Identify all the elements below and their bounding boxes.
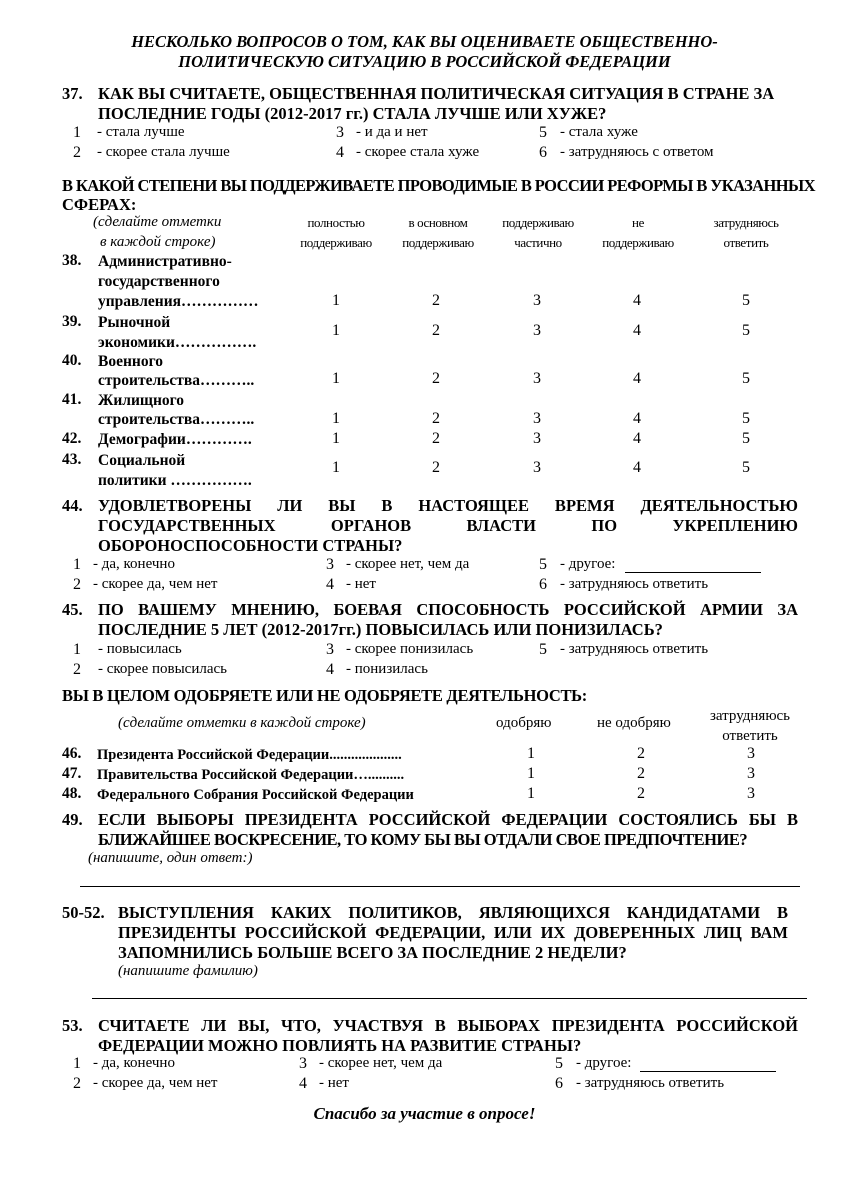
q49-text-line-1: ЕСЛИ ВЫБОРЫ ПРЕЗИДЕНТА РОССИЙСКОЙ ФЕДЕРАЦИИ СОСТОЯЛИСЬ БЫ В xyxy=(98,810,798,829)
reform-row-41-cell-1[interactable]: 1 xyxy=(332,410,340,427)
reform-row-40-cell-1[interactable]: 1 xyxy=(332,370,340,387)
reform-row-40-number: 40. xyxy=(62,352,82,369)
reform-row-43-cell-2[interactable]: 2 xyxy=(432,459,440,476)
approve-row-48-number: 48. xyxy=(62,785,82,802)
page-title xyxy=(60,32,789,72)
approve-row-47-cell-1[interactable]: 1 xyxy=(527,765,535,782)
q44-text xyxy=(98,496,798,556)
q53-option-1-number[interactable]: 1 xyxy=(73,1055,81,1072)
approve-note: (сделайте отметки в каждой строке) xyxy=(118,715,366,731)
approve-row-47-label: Правительства Российской Федерации….......... xyxy=(97,767,405,783)
reform-row-42-cell-5[interactable]: 5 xyxy=(742,430,750,447)
reform-row-42-cell-4[interactable]: 4 xyxy=(633,430,641,447)
reform-row-38-number: 38. xyxy=(62,252,82,269)
q45-text xyxy=(98,600,798,640)
q37-option-6-number[interactable]: 6 xyxy=(539,144,547,161)
q37-text-line-2: ПОСЛЕДНИЕ ГОДЫ (2012-2017 гг.) СТАЛА ЛУЧШЕ ИЛИ ХУЖЕ? xyxy=(98,104,607,123)
reforms-col-4-header-line-1: не xyxy=(632,215,644,230)
reform-row-38-cell-5[interactable]: 5 xyxy=(742,292,750,309)
reform-row-41-cell-4[interactable]: 4 xyxy=(633,410,641,427)
reforms-title-line-2: СФЕРАХ: xyxy=(62,195,137,214)
reform-row-39-number: 39. xyxy=(62,313,82,330)
q37-option-2-number[interactable]: 2 xyxy=(73,144,81,161)
reforms-note-line-1: (сделайте отметки xyxy=(93,214,222,230)
q50-52-number: 50-52. xyxy=(62,903,105,922)
reform-row-40-cell-3[interactable]: 3 xyxy=(533,370,541,387)
q45-option-2-label: - скорее повысилась xyxy=(98,661,228,677)
q53-text-line-1: СЧИТАЕТЕ ЛИ ВЫ, ЧТО, УЧАСТВУЯ В ВЫБОРАХ ПРЕЗИДЕНТА РОССИЙСКОЙ xyxy=(98,1016,798,1035)
q50-52-text xyxy=(118,903,788,963)
reform-row-38-label-line-3: управления…………… xyxy=(98,293,259,310)
approve-col-1-header: одобряю xyxy=(496,715,552,731)
q44-option-1-number[interactable]: 1 xyxy=(73,556,81,573)
q53-option-2-label: - скорее да, чем нет xyxy=(93,1075,218,1091)
q53-option-5-label: - другое: xyxy=(576,1055,632,1071)
q44-other-answer-line[interactable] xyxy=(625,572,761,573)
reforms-col-5-header-line-1: затрудняюсь xyxy=(713,215,779,230)
q45-option-4-number[interactable]: 4 xyxy=(326,661,334,678)
approve-row-46-label: Президента Российской Федерации.................... xyxy=(97,747,402,763)
approve-title: ВЫ В ЦЕЛОМ ОДОБРЯЕТЕ ИЛИ НЕ ОДОБРЯЕТЕ ДЕЯТЕЛЬНОСТЬ: xyxy=(62,686,587,705)
q49-answer-line[interactable] xyxy=(80,886,800,887)
q37-option-1-number[interactable]: 1 xyxy=(73,124,81,141)
q44-text-line-3: ОБОРОНОСПОСОБНОСТИ СТРАНЫ? xyxy=(98,536,403,555)
reforms-note-line-2: в каждой строке) xyxy=(100,234,216,250)
q53-option-2-number[interactable]: 2 xyxy=(73,1075,81,1092)
q44-option-3-label: - скорее нет, чем да xyxy=(346,556,470,572)
q50-52-text-line-2: ПРЕЗИДЕНТЫ РОССИЙСКОЙ ФЕДЕРАЦИИ, ИЛИ ИХ ДОВЕРЕННЫХ ЛИЦ ВАМ xyxy=(118,923,788,942)
reform-row-43-number: 43. xyxy=(62,451,82,468)
q53-option-3-label: - скорее нет, чем да xyxy=(319,1055,443,1071)
q53-option-4-number[interactable]: 4 xyxy=(299,1075,307,1092)
q45-option-3-number[interactable]: 3 xyxy=(326,641,334,658)
reforms-col-2-header-line-2: поддерживаю xyxy=(402,235,474,250)
reform-row-39-label-line-2: экономики……………. xyxy=(98,334,257,351)
q53-text-line-2: ФЕДЕРАЦИИ МОЖНО ПОВЛИЯТЬ НА РАЗВИТИЕ СТРАНЫ? xyxy=(98,1036,582,1055)
approve-col-3-header xyxy=(702,706,798,746)
q45-option-1-label: - повысилась xyxy=(98,641,182,657)
reform-row-42-cell-3[interactable]: 3 xyxy=(533,430,541,447)
reforms-col-3-header-line-2: частично xyxy=(514,235,562,250)
reforms-col-1-header-line-1: полностью xyxy=(307,215,365,230)
q37-option-3-number[interactable]: 3 xyxy=(336,124,344,141)
approve-row-47-number: 47. xyxy=(62,765,82,782)
reform-row-41-label-line-1: Жилищного xyxy=(98,392,185,409)
reform-row-40-label-line-1: Военного xyxy=(98,353,163,370)
q50-52-text-line-3: ЗАПОМНИЛИСЬ БОЛЬШЕ ВСЕГО ЗА ПОСЛЕДНИЕ 2 НЕДЕЛИ? xyxy=(118,943,627,962)
q37-text-line-1: КАК ВЫ СЧИТАЕТЕ, ОБЩЕСТВЕННАЯ ПОЛИТИЧЕСКАЯ СИТУАЦИЯ В СТРАНЕ ЗА xyxy=(98,84,775,103)
q37-number: 37. xyxy=(62,84,83,103)
reform-row-38-label-line-1: Административно- xyxy=(98,253,232,270)
q53-option-4-label: - нет xyxy=(319,1075,349,1091)
reforms-col-2-header-line-1: в основном xyxy=(408,215,468,230)
reforms-col-4-header-line-2: поддерживаю xyxy=(602,235,674,250)
q49-number: 49. xyxy=(62,810,83,829)
reform-row-38-cell-2[interactable]: 2 xyxy=(432,292,440,309)
q37-option-2-label: - скорее стала лучше xyxy=(97,144,230,160)
reform-row-40-cell-5[interactable]: 5 xyxy=(742,370,750,387)
q50-52-note: (напишите фамилию) xyxy=(118,963,258,979)
q37-option-6-label: - затрудняюсь с ответом xyxy=(560,144,714,160)
q44-option-5-number[interactable]: 5 xyxy=(539,556,547,573)
q44-text-line-2: ГОСУДАРСТВЕННЫХ ОРГАНОВ ВЛАСТИ ПО УКРЕПЛЕНИЮ xyxy=(98,516,798,535)
q45-text-line-2: ПОСЛЕДНИЕ 5 ЛЕТ (2012-2017гг.) ПОВЫСИЛАСЬ ИЛИ ПОНИЗИЛАСЬ? xyxy=(98,620,663,639)
reform-row-43-label-line-2: политики ……………. xyxy=(98,472,252,489)
q44-option-1-label: - да, конечно xyxy=(93,556,175,572)
reform-row-41-cell-5[interactable]: 5 xyxy=(742,410,750,427)
reform-row-41-number: 41. xyxy=(62,391,82,408)
q53-option-6-label: - затрудняюсь ответить xyxy=(576,1075,725,1091)
reform-row-42-label-line-1: Демографии…………. xyxy=(98,431,252,448)
q44-option-6-number[interactable]: 6 xyxy=(539,576,547,593)
reform-row-42-number: 42. xyxy=(62,430,82,447)
reforms-col-5-header xyxy=(700,213,792,253)
q44-option-6-label: - затрудняюсь ответить xyxy=(560,576,709,592)
q49-note: (напишите, один ответ:) xyxy=(88,850,253,866)
q44-number: 44. xyxy=(62,496,83,515)
approve-row-46-number: 46. xyxy=(62,745,82,762)
reform-row-43-cell-3[interactable]: 3 xyxy=(533,459,541,476)
reform-row-40-label-line-2: строительства……….. xyxy=(98,372,255,389)
reforms-title-line-1: В КАКОЙ СТЕПЕНИ ВЫ ПОДДЕРЖИВАЕТЕ ПРОВОДИМЫЕ В РОССИИ РЕФОРМЫ В УКАЗАННЫХ xyxy=(62,176,815,195)
reform-row-42-cell-1[interactable]: 1 xyxy=(332,430,340,447)
q44-option-4-number[interactable]: 4 xyxy=(326,576,334,593)
q53-option-5-number[interactable]: 5 xyxy=(555,1055,563,1072)
q45-option-2-number[interactable]: 2 xyxy=(73,661,81,678)
reform-row-41-cell-2[interactable]: 2 xyxy=(432,410,440,427)
q53-option-6-number[interactable]: 6 xyxy=(555,1075,563,1092)
reforms-col-2-header xyxy=(392,213,484,253)
approve-col-2-header: не одобряю xyxy=(597,715,671,731)
approve-row-48-cell-1[interactable]: 1 xyxy=(527,785,535,802)
q37-option-4-label: - скорее стала хуже xyxy=(356,144,480,160)
approve-row-47-cell-2[interactable]: 2 xyxy=(637,765,645,782)
q45-option-4-label: - понизилась xyxy=(346,661,428,677)
reform-row-38-cell-4[interactable]: 4 xyxy=(633,292,641,309)
q45-option-3-label: - скорее понизилась xyxy=(346,641,474,657)
q50-52-text-line-1: ВЫСТУПЛЕНИЯ КАКИХ ПОЛИТИКОВ, ЯВЛЯЮЩИХСЯ КАНДИДАТАМИ В xyxy=(118,903,788,922)
approve-row-48-cell-3[interactable]: 3 xyxy=(747,785,755,802)
reform-row-43-cell-4[interactable]: 4 xyxy=(633,459,641,476)
approve-row-46-cell-2[interactable]: 2 xyxy=(637,745,645,762)
q53-option-3-number[interactable]: 3 xyxy=(299,1055,307,1072)
q49-text xyxy=(98,810,798,850)
reform-row-43-label-line-1: Социальной xyxy=(98,452,186,469)
q37-option-5-label: - стала хуже xyxy=(560,124,638,140)
q53-other-answer-line[interactable] xyxy=(640,1071,776,1072)
reform-row-40-cell-2[interactable]: 2 xyxy=(432,370,440,387)
q49-text-line-2: БЛИЖАЙШЕЕ ВОСКРЕСЕНИЕ, ТО КОМУ БЫ ВЫ ОТДАЛИ СВОЕ ПРЕДПОЧТЕНИЕ? xyxy=(98,830,748,849)
q45-option-5-label: - затрудняюсь ответить xyxy=(560,641,709,657)
q44-option-2-number[interactable]: 2 xyxy=(73,576,81,593)
q45-number: 45. xyxy=(62,600,83,619)
reform-row-38-cell-3[interactable]: 3 xyxy=(533,292,541,309)
reform-row-41-label-line-2: строительства……….. xyxy=(98,411,255,428)
q44-text-line-1: УДОВЛЕТВОРЕНЫ ЛИ ВЫ В НАСТОЯЩЕЕ ВРЕМЯ ДЕЯТЕЛЬНОСТЬЮ xyxy=(98,496,798,515)
q53-number: 53. xyxy=(62,1016,83,1035)
reform-row-39-label-line-1: Рыночной xyxy=(98,314,171,331)
reforms-col-1-header-line-2: поддерживаю xyxy=(300,235,372,250)
reform-row-39-cell-4[interactable]: 4 xyxy=(633,322,641,339)
q53-option-1-label: - да, конечно xyxy=(93,1055,175,1071)
page-title-line-2: ПОЛИТИЧЕСКУЮ СИТУАЦИЮ В РОССИЙСКОЙ ФЕДЕРАЦИИ xyxy=(178,52,671,71)
approve-row-46-cell-1[interactable]: 1 xyxy=(527,745,535,762)
q37-option-3-label: - и да и нет xyxy=(356,124,428,140)
q44-option-3-number[interactable]: 3 xyxy=(326,556,334,573)
reform-row-41-cell-3[interactable]: 3 xyxy=(533,410,541,427)
q44-option-4-label: - нет xyxy=(346,576,376,592)
reform-row-38-cell-1[interactable]: 1 xyxy=(332,292,340,309)
q53-text xyxy=(98,1016,798,1056)
reform-row-43-cell-5[interactable]: 5 xyxy=(742,459,750,476)
approve-row-47-cell-3[interactable]: 3 xyxy=(747,765,755,782)
page-title-line-1: НЕСКОЛЬКО ВОПРОСОВ О ТОМ, КАК ВЫ ОЦЕНИВАЕТЕ ОБЩЕСТВЕННО- xyxy=(131,32,718,51)
approve-row-48-cell-2[interactable]: 2 xyxy=(637,785,645,802)
q44-option-5-label: - другое: xyxy=(560,556,616,572)
reform-row-39-cell-5[interactable]: 5 xyxy=(742,322,750,339)
reforms-col-5-header-line-2: ответить xyxy=(723,235,769,250)
q45-option-1-number[interactable]: 1 xyxy=(73,641,81,658)
q50-52-answer-line[interactable] xyxy=(92,998,807,999)
q37-option-1-label: - стала лучше xyxy=(97,124,185,140)
reform-row-39-cell-2[interactable]: 2 xyxy=(432,322,440,339)
reform-row-42-cell-2[interactable]: 2 xyxy=(432,430,440,447)
approve-col-3-header-line-2: ответить xyxy=(722,728,778,744)
q45-option-5-number[interactable]: 5 xyxy=(539,641,547,658)
reform-row-39-cell-3[interactable]: 3 xyxy=(533,322,541,339)
reform-row-38-label-line-2: государственного xyxy=(98,273,220,290)
q37-option-5-number[interactable]: 5 xyxy=(539,124,547,141)
reforms-col-4-header xyxy=(592,213,684,253)
reform-row-39-cell-1[interactable]: 1 xyxy=(332,322,340,339)
reforms-col-3-header-line-1: поддерживаю xyxy=(502,215,574,230)
q44-option-2-label: - скорее да, чем нет xyxy=(93,576,218,592)
reforms-col-1-header xyxy=(290,213,382,253)
q45-text-line-1: ПО ВАШЕМУ МНЕНИЮ, БОЕВАЯ СПОСОБНОСТЬ РОССИЙСКОЙ АРМИИ ЗА xyxy=(98,600,798,619)
approve-row-48-label: Федерального Собрания Российской Федерации xyxy=(97,787,414,803)
q37-option-4-number[interactable]: 4 xyxy=(336,144,344,161)
reform-row-40-cell-4[interactable]: 4 xyxy=(633,370,641,387)
reform-row-43-cell-1[interactable]: 1 xyxy=(332,459,340,476)
approve-row-46-cell-3[interactable]: 3 xyxy=(747,745,755,762)
reforms-col-3-header xyxy=(492,213,584,253)
approve-col-3-header-line-1: затрудняюсь xyxy=(709,708,791,724)
thanks-message: Спасибо за участие в опросе! xyxy=(313,1104,536,1123)
